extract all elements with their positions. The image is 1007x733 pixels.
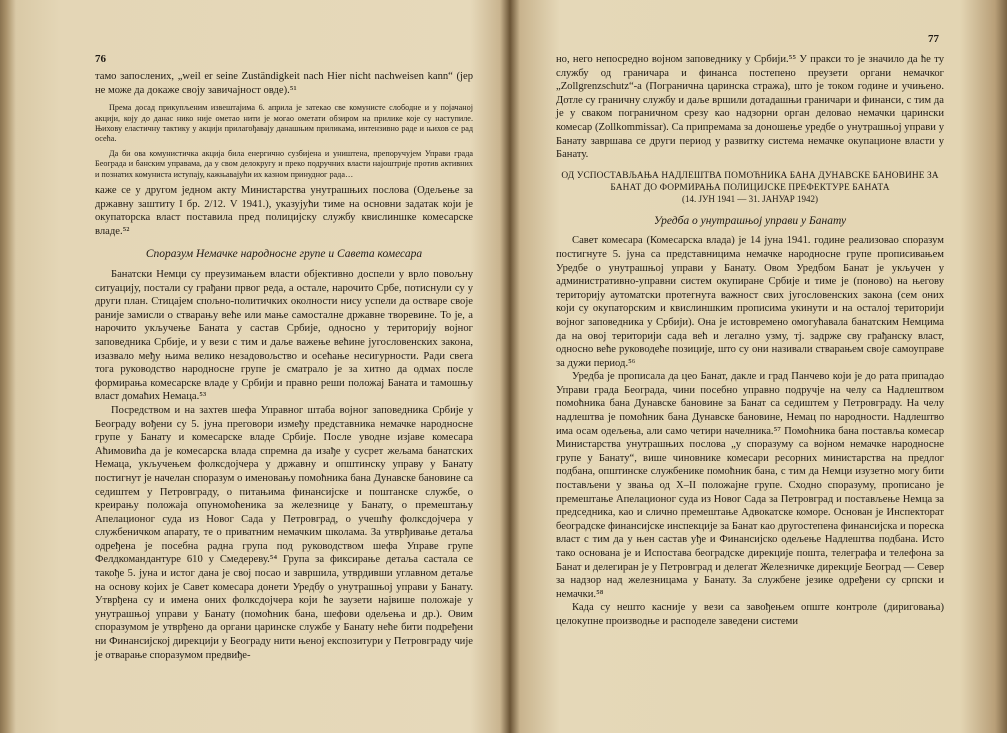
paragraph: Банатски Немци су преузимањем власти објективно доспели у врло повољну ситуацију, постали су грађани првог реда, а остале, нарочито Србе, потиснули су у други план. Стицајем спољно-политичких околности нису успели да остваре своје раније замисли о стварању веће или мање самосталне државне творевине. То је, а нарочито укључење Баната у састав Србије, односно у територију војног заповедника Србије, и у вези с тим и даље важење већине југословенских закона, изазвало међу њима велико незадовољство и осећање несигурности. Ради свега тога руководство народносне групе је сматрало је за хитно да одмах после формирања комесарске владе у Србији и правно реши положај Баната и тамошњу власт домаћих Немаца.⁵³ xyxy=(95,269,473,403)
section-heading: Уредба о унутрашњој управи у Банату xyxy=(653,214,847,227)
quoted-note: Да би ова комунистичка акција била енергично сузбијена и уништена, препоручујем Управи града Београда и банским управама, да у свом делокругу и преко подручних власти најоштрије против активних и познатих комуниста иступају, кажњавајући их казном принудног рада… xyxy=(95,148,473,179)
paragraph: каже се у другом једном акту Министарства унутрашњих послова (Одељење за државну заштиту I бр. 2/12. V 1941.), указујући тиме на основни задатак који је окупаторска власт поставила пред полицијску службу квислиншке комесарске владе.⁵² xyxy=(95,185,473,237)
page-number: 77 xyxy=(928,33,939,45)
paragraph: тамо запослених, „weil er seine Zuständigkeit nach Hier nicht nachweisen kann“ (јер не може да докаже своју завичајност овде).⁵¹ xyxy=(95,71,473,96)
quoted-note: Према досад прикупљеним извештајима 6. априла је затекао све комунисте слободне и у појачаној акцији, коју до данас нико није ометао нити је могао ометати обзиром на прилике које су наступиле. Њихову еластичну тактику у акцији прилагођавају данашњим приликама, интензивно раде и њихов се рад осећа. xyxy=(95,103,473,144)
paragraph: но, него непосредно војном заповеднику у Србији.⁵⁵ У пракси то је значило да ће ту службу од граничара и финанса постепено преузети органи немачког „Zollgrenzschutz“-а (Погранична царинска стража), што је током године и учињено. Дотле су граничну службу и даље вршили дотадашњи граничари и финанси, с тим да је у сваком пограничном срезу као надзорни орган деловао немачки царински комесар (Zollkommissar). Са припремама за доношење уредбе о унутрашњој управи у Банату завршава се други период у развитку система немачке окупационе власти у Банату. xyxy=(556,54,944,161)
section-heading: Споразум Немачке народносне групе и Савета комесара xyxy=(145,248,423,261)
chapter-title: ОД УСПОСТАВЉАЊА НАДЛЕШТВА ПОМОЋНИКА БАНА ДУНАВСКЕ БАНОВИНЕ ЗА БАНАТ ДО ФОРМИРАЊА ПОЛИЦИЈСКЕ ПРЕФЕКТУРЕ БАНАТА xyxy=(561,170,939,193)
page-body xyxy=(556,53,944,629)
page-number: 76 xyxy=(95,53,106,65)
paragraph: Када су нешто касније у вези са завођењем опште контроле (дириговања) целокупне производње и расподеле заведени системи xyxy=(556,602,944,627)
paragraph: Посредством и на захтев шефа Управног штаба војног заповедника Србије у Београду вођени су 5. јуна преговори између представника немачке народносне групе у Банату и комесарске владе Србије. После уводне изјаве комесара Аћимовића да је комесарска влада спремна да изађе у сусрет жељама банатских Немаца, укључењем фолксдојчера у државну и општинску управу у Банату постигнут је начелан споразум о именовању помоћника бана Дунавске бановине са седиштем у Петровграду, о питањима финансијске и поштанске службе, о креирању положаја опуномоћеника за железнице у Банату, о премештању Апелационог суда из Новог Сада у Петровград, о учешћу фолксдојчера у службеничком апарату, те о приватним немачким школама. За утврђивање детаља одређена је посебна радна група под руководством шефа Управе групе Фелдкомандантуре 610 у Смедереву.⁵⁴ Група за фиксирање детаља састала се такође 5. јуна и истог дана је свој посао и завршила, утврдивши углавном детаље на основу којих је Савет комесара донети Уредбу о унутрашњој управи у Банату. Утврђена су и имена оних фолксдојчера који ће заузети највише положаје у унутрашњој управи у Банату (помоћник бана, шефови одељења и др.). Овим споразумом је утврђено да органи царинске службе у Банату неће бити подређени ни Финансијској дирекцији у Београду нити њеној експозитури у Петровграду чије је отварање споразумом предвиђе- xyxy=(95,404,473,661)
page-body xyxy=(95,70,473,662)
chapter-dates: (14. ЈУН 1941 — 31. ЈАНУАР 1942) xyxy=(681,193,819,204)
paragraph: Уредба је прописала да цео Банат, дакле и град Панчево који је до рата припадао Управи града Београда, чини посебно управно подручје на челу са Надлештвом помоћника бана Дунавске бановине за Банат са седиштем у Петровграду. На челу надлештва је помоћник бана Дунавске бановине, Немац по народности. Надлештво има осам одељења, али само четири начелника.⁵⁷ Помоћника бана поставља комесар Министарства унутрашњих послова „у споразуму са војном немачке народносне групе у Банату“, више чиновнике комесари ресорних министарства на предлог подбана, општинске службенике помоћник бана, с тим да Немци изузетно могу бити постављени у звања од X–II положајне групе. Сходно споразуму, прописано је премештање Апелационог суда из Новог Сада за Петровград и постављење Немца за председника, као и слично премештање Адвокатске коморе. Основан је Инспекторат београдске финансијске инспекције за Банат као другостепена финансијска и пореска власт с тим да у њен састав уђе и Финансијско одељење Надлештва подбана. Исто тако основана је и Испостава београдске дирекције пошта, телеграфа и телефона за Банат и делегиран је у Петровград и делегат Железничке дирекције Београд — Север за надзор над железницама у Банату. За службене језике одређени су српски и немачки.⁵⁸ xyxy=(556,371,944,600)
paragraph: Савет комесара (Комесарска влада) је 14 јуна 1941. године реализовао споразум постигнуте 5. јуна са представницима немачке народносне групе прописивањем Уредбе о унутрашњој управи у Банату. Овом Уредбом Банат је укључен у административно-управни систем окупиране Србије и тиме је (поново) на његову територију аутоматски протегнута важност свих југословенских закона (сем оних који су окупаторским и квислиншким прописима укинути и на осталој територији војног заповедника у Србији). Она је истовремено омогућавала банатским Немцима да на овој територији сада већ и легално узму, тј. задрже сву грађанску власт, односно веће руководеће позиције, што су они називали стварањем своје самоуправе за дужи период.⁵⁶ xyxy=(556,235,944,369)
